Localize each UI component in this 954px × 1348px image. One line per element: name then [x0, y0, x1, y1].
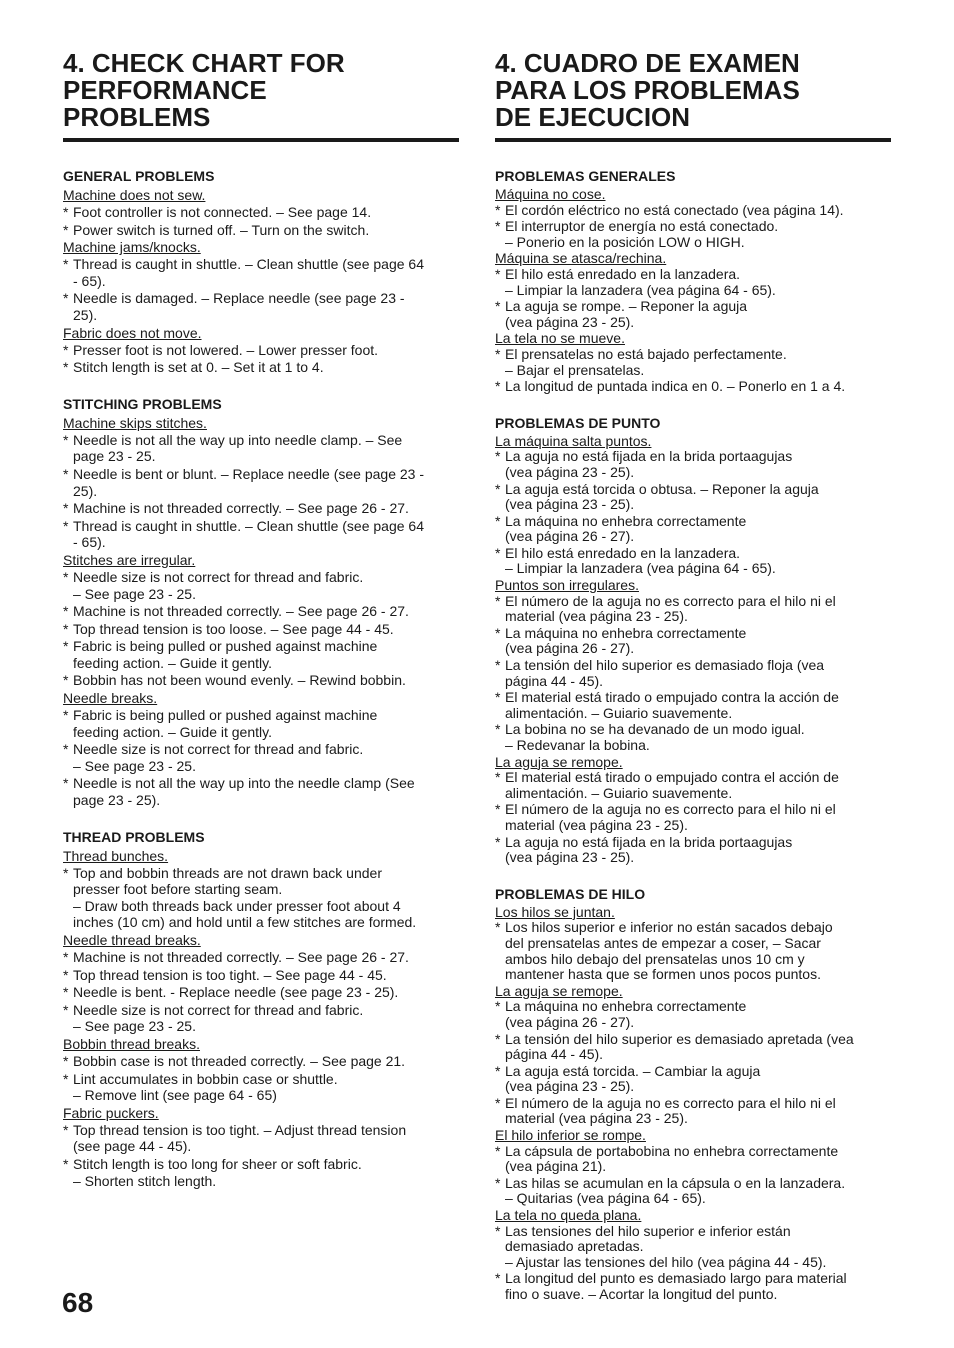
english-title: 4. CHECK CHART FOR PERFORMANCE PROBLEMS	[63, 50, 459, 142]
remedy-item	[495, 1096, 891, 1127]
bullet-asterisk: *	[63, 221, 69, 238]
bullet-asterisk: *	[495, 801, 501, 818]
section-heading: PROBLEMAS DE PUNTO	[495, 414, 661, 431]
remedy-line: ambos hilo debajo del prensatelas unos 10 cm y	[505, 950, 805, 967]
remedy-line: Power switch is turned off. – Turn on the switch.	[73, 221, 370, 238]
remedy-line: El material está tirado o empujado contra la acción de	[505, 689, 839, 706]
remedy-line: Bobbin case is not threaded correctly. – See page 21.	[73, 1052, 406, 1069]
remedy-line: (vea página 26 - 27).	[505, 640, 635, 657]
bullet-asterisk: *	[63, 1155, 69, 1172]
remedy-item	[63, 775, 459, 808]
remedy-line: feeding action. – Guide it gently.	[73, 654, 272, 671]
problem-label: El hilo inferior se rompe.	[495, 1127, 646, 1144]
remedy-item	[495, 802, 891, 833]
bullet-asterisk: *	[495, 1030, 501, 1047]
problem-label: Machine skips stitches.	[63, 414, 207, 431]
remedy-item	[63, 621, 459, 638]
remedy-line: Las hilas se acumulan en la cápsula o en la lanzadera.	[505, 1174, 846, 1191]
problem-label: Máquina no cose.	[495, 186, 606, 202]
remedy-line: Needle is not all the way up into the needle clamp (See	[73, 775, 415, 792]
problem-group	[63, 552, 459, 689]
remedy-line: El número de la aguja no es correcto para el hilo ni el	[505, 801, 836, 818]
problem-section	[63, 168, 459, 376]
remedy-item	[495, 1032, 891, 1063]
remedy-line: Needle is damaged. – Replace needle (see page 23 -	[73, 290, 405, 307]
remedy-line: Machine is not threaded correctly. – See page 26 - 27.	[73, 603, 409, 620]
bullet-asterisk: *	[495, 1174, 501, 1191]
remedy-line: (vea página 23 - 25).	[505, 849, 635, 866]
problem-group	[495, 331, 891, 394]
problem-label: Machine jams/knocks.	[63, 239, 201, 256]
bullet-asterisk: *	[495, 1270, 501, 1287]
bullet-asterisk: *	[63, 1001, 69, 1018]
bullet-asterisk: *	[495, 298, 501, 315]
remedy-item	[63, 359, 459, 376]
remedy-line: El hilo está enredado en la lanzadera.	[505, 544, 741, 561]
remedy-line: Needle size is not correct for thread and fabric.	[73, 1001, 364, 1018]
remedy-line: La aguja está torcida o obtusa. – Reponer la aguja	[505, 480, 819, 497]
remedy-line: página 44 - 45).	[505, 672, 604, 689]
bullet-asterisk: *	[495, 1142, 501, 1159]
remedy-line: – Quitarias (vea página 64 - 65).	[505, 1190, 706, 1207]
section-heading: PROBLEMAS GENERALES	[495, 168, 676, 184]
remedy-line: – Shorten stitch length.	[73, 1172, 217, 1189]
remedy-line: La cápsula de portabobina no enhebra correctamente	[505, 1142, 839, 1159]
remedy-line: El hilo está enredado en la lanzadera.	[505, 265, 741, 282]
bullet-asterisk: *	[495, 544, 501, 561]
bullet-asterisk: *	[495, 345, 501, 362]
section-heading: PROBLEMAS DE HILO	[495, 885, 646, 902]
remedy-line: – Limpiar la lanzadera (vea página 64 - 65).	[505, 281, 776, 298]
bullet-asterisk: *	[495, 721, 501, 738]
remedy-item	[495, 1224, 891, 1271]
remedy-item	[495, 594, 891, 625]
problem-label: La tela no se mueve.	[495, 330, 625, 347]
remedy-line: presser foot before starting seam.	[73, 881, 283, 898]
remedy-item	[495, 203, 891, 219]
english-column	[63, 50, 459, 1209]
problem-group	[63, 187, 459, 238]
remedy-line: El cordón eléctrico no está conectado (vea página 14).	[505, 201, 844, 218]
remedy-line: Needle size is not correct for thread and fabric.	[73, 568, 364, 585]
remedy-line: – Draw both threads back under presser foot about 4	[73, 897, 401, 914]
bullet-asterisk: *	[63, 359, 69, 376]
remedy-line: La longitud de puntada indica en 0. – Ponerlo en 1 a 4.	[505, 378, 846, 395]
remedy-item	[495, 835, 891, 866]
remedy-line: Needle size is not correct for thread and fabric.	[73, 741, 364, 758]
remedy-line: Stitch length is set at 0. – Set it at 1 to 4.	[73, 359, 324, 376]
remedy-line: Top thread tension is too tight. – See page 44 - 45.	[73, 966, 387, 983]
bullet-asterisk: *	[63, 204, 69, 220]
remedy-item	[63, 222, 459, 239]
remedy-line: (vea página 23 - 25).	[505, 463, 635, 480]
remedy-item	[495, 690, 891, 721]
remedy-line: La máquina no enhebra correctamente	[505, 624, 747, 641]
bullet-asterisk: *	[495, 1094, 501, 1111]
remedy-line: La tensión del hilo superior es demasiado floja (vea	[505, 657, 825, 674]
bullet-asterisk: *	[495, 448, 501, 465]
remedy-item	[495, 546, 891, 577]
problem-group	[495, 434, 891, 577]
remedy-line: material (vea página 23 - 25).	[505, 608, 688, 625]
bullet-asterisk: *	[63, 638, 69, 655]
remedy-line: Top thread tension is too loose. – See page 44 - 45.	[73, 620, 394, 637]
remedy-line: demasiado apretadas.	[505, 1238, 644, 1255]
problem-group	[63, 239, 459, 323]
bullet-asterisk: *	[63, 1052, 69, 1069]
bullet-asterisk: *	[63, 500, 69, 517]
bullet-asterisk: *	[63, 672, 69, 689]
problem-group	[63, 325, 459, 376]
bullet-asterisk: *	[495, 998, 501, 1015]
bullet-asterisk: *	[495, 218, 501, 235]
bullet-asterisk: *	[495, 512, 501, 529]
problem-group	[495, 251, 891, 330]
remedy-line: - 65).	[73, 272, 106, 289]
remedy-item	[495, 920, 891, 982]
bullet-asterisk: *	[63, 864, 69, 881]
problem-group	[495, 1128, 891, 1207]
bullet-asterisk: *	[63, 707, 69, 724]
problem-label: Needle thread breaks.	[63, 932, 201, 948]
remedy-line: alimentación. – Guiario suavemente.	[505, 784, 733, 801]
remedy-item	[495, 1064, 891, 1095]
english-sections	[63, 168, 459, 1189]
remedy-line: Fabric is being pulled or pushed against machine	[73, 638, 378, 655]
problem-group	[495, 187, 891, 250]
bullet-asterisk: *	[63, 431, 69, 448]
remedy-item	[63, 865, 459, 931]
bullet-asterisk: *	[495, 833, 501, 850]
bullet-asterisk: *	[495, 1062, 501, 1079]
remedy-line: page 23 - 25).	[73, 792, 161, 809]
remedy-item	[495, 347, 891, 378]
remedy-line: Los hilos superior e inferior no están sacados debajo	[505, 919, 833, 936]
remedy-line: Needle is bent. - Replace needle (see page 23 - 25).	[73, 984, 399, 1001]
remedy-line: feeding action. – Guide it gently.	[73, 723, 272, 740]
bullet-asterisk: *	[63, 290, 69, 307]
problem-label: Los hilos se juntan.	[495, 903, 615, 920]
remedy-item	[63, 638, 459, 671]
problem-label: Máquina se atasca/rechina.	[495, 250, 667, 267]
remedy-line: La tensión del hilo superior es demasiado apretada (vea	[505, 1030, 854, 1047]
remedy-line: page 23 - 25.	[73, 448, 156, 465]
remedy-item	[63, 603, 459, 620]
remedy-item	[495, 482, 891, 513]
remedy-item	[63, 741, 459, 774]
bullet-asterisk: *	[63, 966, 69, 983]
remedy-line: fino o suave. – Acortar la longitud del punto.	[505, 1286, 778, 1302]
problem-label: La máquina salta puntos.	[495, 432, 652, 449]
problem-label: La aguja se remope.	[495, 982, 623, 999]
remedy-line: Top and bobbin threads are not drawn back under	[73, 864, 382, 881]
remedy-line: del prensatelas antes de empezar a coser, – Sacar	[505, 934, 821, 951]
bullet-asterisk: *	[63, 775, 69, 792]
problem-label: La tela no queda plana.	[495, 1207, 642, 1224]
remedy-line: La máquina no enhebra correctamente	[505, 512, 747, 529]
remedy-line: Needle is not all the way up into needle clamp. – See	[73, 431, 403, 448]
remedy-item	[63, 1156, 459, 1189]
problem-group	[63, 932, 459, 1035]
bullet-asterisk: *	[63, 465, 69, 482]
remedy-item	[63, 569, 459, 602]
section-heading: THREAD PROBLEMS	[63, 828, 205, 845]
remedy-line: El número de la aguja no es correcto para el hilo ni el	[505, 592, 836, 609]
remedy-line: página 44 - 45).	[505, 1046, 604, 1063]
remedy-item	[495, 219, 891, 250]
section-heading: GENERAL PROBLEMS	[63, 168, 215, 184]
problem-section	[495, 886, 891, 1303]
remedy-line: - 65).	[73, 534, 106, 551]
remedy-line: – Ajustar las tensiones del hilo (vea página 44 - 45).	[505, 1253, 827, 1270]
remedy-item	[63, 518, 459, 551]
problem-section	[63, 829, 459, 1190]
bullet-asterisk: *	[495, 919, 501, 936]
problem-label: Thread bunches.	[63, 847, 169, 864]
remedy-line: Lint accumulates in bobbin case or shuttle.	[73, 1070, 338, 1087]
problem-group	[63, 415, 459, 551]
remedy-item	[495, 1271, 891, 1302]
remedy-line: (vea página 21).	[505, 1158, 607, 1175]
remedy-item	[63, 342, 459, 359]
remedy-item	[495, 449, 891, 480]
problem-label: Machine does not sew.	[63, 187, 206, 203]
remedy-item	[63, 256, 459, 289]
remedy-line: La aguja está torcida. – Cambiar la aguja	[505, 1062, 761, 1079]
remedy-line: La longitud del punto es demasiado largo para material	[505, 1270, 847, 1287]
bullet-asterisk: *	[63, 341, 69, 358]
problem-label: Puntos son irregulares.	[495, 577, 639, 594]
remedy-line: – Remove lint (see page 64 - 65)	[73, 1087, 277, 1104]
remedy-item	[63, 466, 459, 499]
remedy-item	[63, 1071, 459, 1104]
remedy-line: alimentación. – Guiario suavemente.	[505, 704, 733, 721]
remedy-line: mantener hasta que se formen unos pocos puntos.	[505, 966, 821, 983]
problem-label: Stitches are irregular.	[63, 551, 196, 568]
remedy-item	[495, 267, 891, 298]
remedy-item	[495, 626, 891, 657]
section-heading: STITCHING PROBLEMS	[63, 395, 222, 412]
bullet-asterisk: *	[63, 741, 69, 758]
remedy-item	[495, 770, 891, 801]
bullet-asterisk: *	[495, 592, 501, 609]
remedy-item	[495, 999, 891, 1030]
page-number: 68	[62, 1287, 94, 1318]
problem-group	[63, 1105, 459, 1189]
remedy-line: material (vea página 23 - 25).	[505, 1110, 688, 1127]
remedy-line: material (vea página 23 - 25).	[505, 816, 688, 833]
remedy-item	[495, 1176, 891, 1207]
remedy-item	[63, 967, 459, 984]
remedy-line: La aguja no está fijada en la brida portaagujas	[505, 833, 793, 850]
problem-group	[495, 755, 891, 866]
problem-label: Fabric does not move.	[63, 324, 202, 341]
problem-group	[495, 1208, 891, 1303]
bullet-asterisk: *	[63, 256, 69, 273]
bullet-asterisk: *	[63, 620, 69, 637]
bullet-asterisk: *	[63, 517, 69, 534]
remedy-line: – Ponerio en la posición LOW o HIGH.	[505, 233, 745, 250]
problem-group	[63, 1036, 459, 1104]
remedy-item	[495, 299, 891, 330]
bullet-asterisk: *	[495, 657, 501, 674]
remedy-item	[63, 290, 459, 323]
remedy-line: La bobina no se ha devanado de un modo igual.	[505, 721, 805, 738]
remedy-line: 25).	[73, 306, 98, 323]
remedy-item	[63, 672, 459, 689]
bullet-asterisk: *	[63, 568, 69, 585]
remedy-item	[63, 949, 459, 966]
remedy-line: inches (10 cm) and hold until a few stitches are formed.	[73, 914, 417, 931]
remedy-item	[63, 432, 459, 465]
remedy-item	[63, 204, 459, 221]
remedy-item	[63, 1053, 459, 1070]
remedy-item	[495, 379, 891, 395]
problem-label: La aguja se remope.	[495, 753, 623, 770]
problem-group	[495, 905, 891, 983]
problem-group	[495, 984, 891, 1127]
remedy-item	[63, 707, 459, 740]
remedy-line: (vea página 23 - 25).	[505, 313, 635, 330]
bullet-asterisk: *	[63, 603, 69, 620]
remedy-line: – Redevanar la bobina.	[505, 737, 650, 753]
remedy-line: – Limpiar la lanzadera (vea página 64 - 65).	[505, 560, 776, 577]
remedy-line: (vea página 23 - 25).	[505, 496, 635, 513]
problem-label: Fabric puckers.	[63, 1104, 159, 1121]
bullet-asterisk: *	[495, 378, 501, 395]
remedy-line: Needle is bent or blunt. – Replace needle (see page 23 -	[73, 465, 425, 482]
remedy-item	[495, 722, 891, 753]
remedy-line: Top thread tension is too tight. – Adjust thread tension	[73, 1121, 407, 1138]
remedy-line: La máquina no enhebra correctamente	[505, 998, 747, 1015]
remedy-line: (vea página 23 - 25).	[505, 1078, 635, 1095]
bullet-asterisk: *	[495, 624, 501, 641]
remedy-line: Stitch length is too long for sheer or soft fabric.	[73, 1155, 362, 1172]
problem-group	[63, 848, 459, 931]
spanish-sections	[495, 168, 891, 1303]
remedy-line: Foot controller is not connected. – See page 14.	[73, 204, 372, 220]
remedy-line: Fabric is being pulled or pushed against machine	[73, 707, 378, 724]
problem-label: Needle breaks.	[63, 690, 158, 707]
remedy-line: La aguja no está fijada en la brida portaagujas	[505, 448, 793, 465]
bullet-asterisk: *	[63, 949, 69, 965]
remedy-line: La aguja se rompe. – Reponer la aguja	[505, 298, 748, 315]
spanish-title: 4. CUADRO DE EXAMEN PARA LOS PROBLEMAS DE EJECUCION	[495, 50, 891, 142]
spanish-column	[495, 50, 891, 1323]
bullet-asterisk: *	[495, 769, 501, 786]
bullet-asterisk: *	[495, 265, 501, 282]
remedy-item	[63, 500, 459, 517]
bullet-asterisk: *	[495, 480, 501, 497]
remedy-line: El número de la aguja no es correcto para el hilo ni el	[505, 1094, 836, 1111]
remedy-line: – See page 23 - 25.	[73, 1018, 196, 1035]
remedy-item	[63, 1122, 459, 1155]
remedy-line: (vea página 26 - 27).	[505, 528, 635, 545]
remedy-item	[495, 514, 891, 545]
bullet-asterisk: *	[63, 984, 69, 1001]
remedy-line: Las tensiones del hilo superior e inferior están	[505, 1222, 791, 1239]
remedy-line: Thread is caught in shuttle. – Clean shuttle (see page 64	[73, 256, 424, 273]
bullet-asterisk: *	[495, 201, 501, 218]
problem-section	[495, 415, 891, 866]
bullet-asterisk: *	[63, 1070, 69, 1087]
problem-label: Bobbin thread breaks.	[63, 1035, 200, 1052]
remedy-line: – Bajar el prensatelas.	[505, 361, 645, 378]
remedy-line: Presser foot is not lowered. – Lower presser foot.	[73, 341, 379, 358]
bullet-asterisk: *	[495, 1222, 501, 1239]
remedy-line: Machine is not threaded correctly. – See page 26 - 27.	[73, 500, 409, 517]
remedy-item	[495, 1144, 891, 1175]
problem-group	[495, 578, 891, 754]
remedy-line: El material está tirado o empujado contra el acción de	[505, 769, 839, 786]
problem-section	[495, 168, 891, 395]
problem-group	[63, 690, 459, 809]
remedy-line: – See page 23 - 25.	[73, 757, 196, 774]
remedy-line: (see page 44 - 45).	[73, 1138, 192, 1155]
remedy-line: Thread is caught in shuttle. – Clean shuttle (see page 64	[73, 517, 424, 534]
bullet-asterisk: *	[63, 1121, 69, 1138]
remedy-line: Bobbin has not been wound evenly. – Rewind bobbin.	[73, 672, 406, 689]
remedy-line: (vea página 26 - 27).	[505, 1013, 635, 1030]
bullet-asterisk: *	[495, 689, 501, 706]
remedy-item	[495, 658, 891, 689]
remedy-line: El interruptor de energía no está conectado.	[505, 218, 779, 235]
remedy-line: – See page 23 - 25.	[73, 585, 196, 602]
remedy-item	[63, 984, 459, 1001]
remedy-line: Machine is not threaded correctly. – See page 26 - 27.	[73, 949, 409, 965]
remedy-line: El prensatelas no está bajado perfectamente.	[505, 345, 787, 362]
remedy-line: 25).	[73, 482, 98, 499]
problem-section	[63, 396, 459, 809]
remedy-item	[63, 1002, 459, 1035]
